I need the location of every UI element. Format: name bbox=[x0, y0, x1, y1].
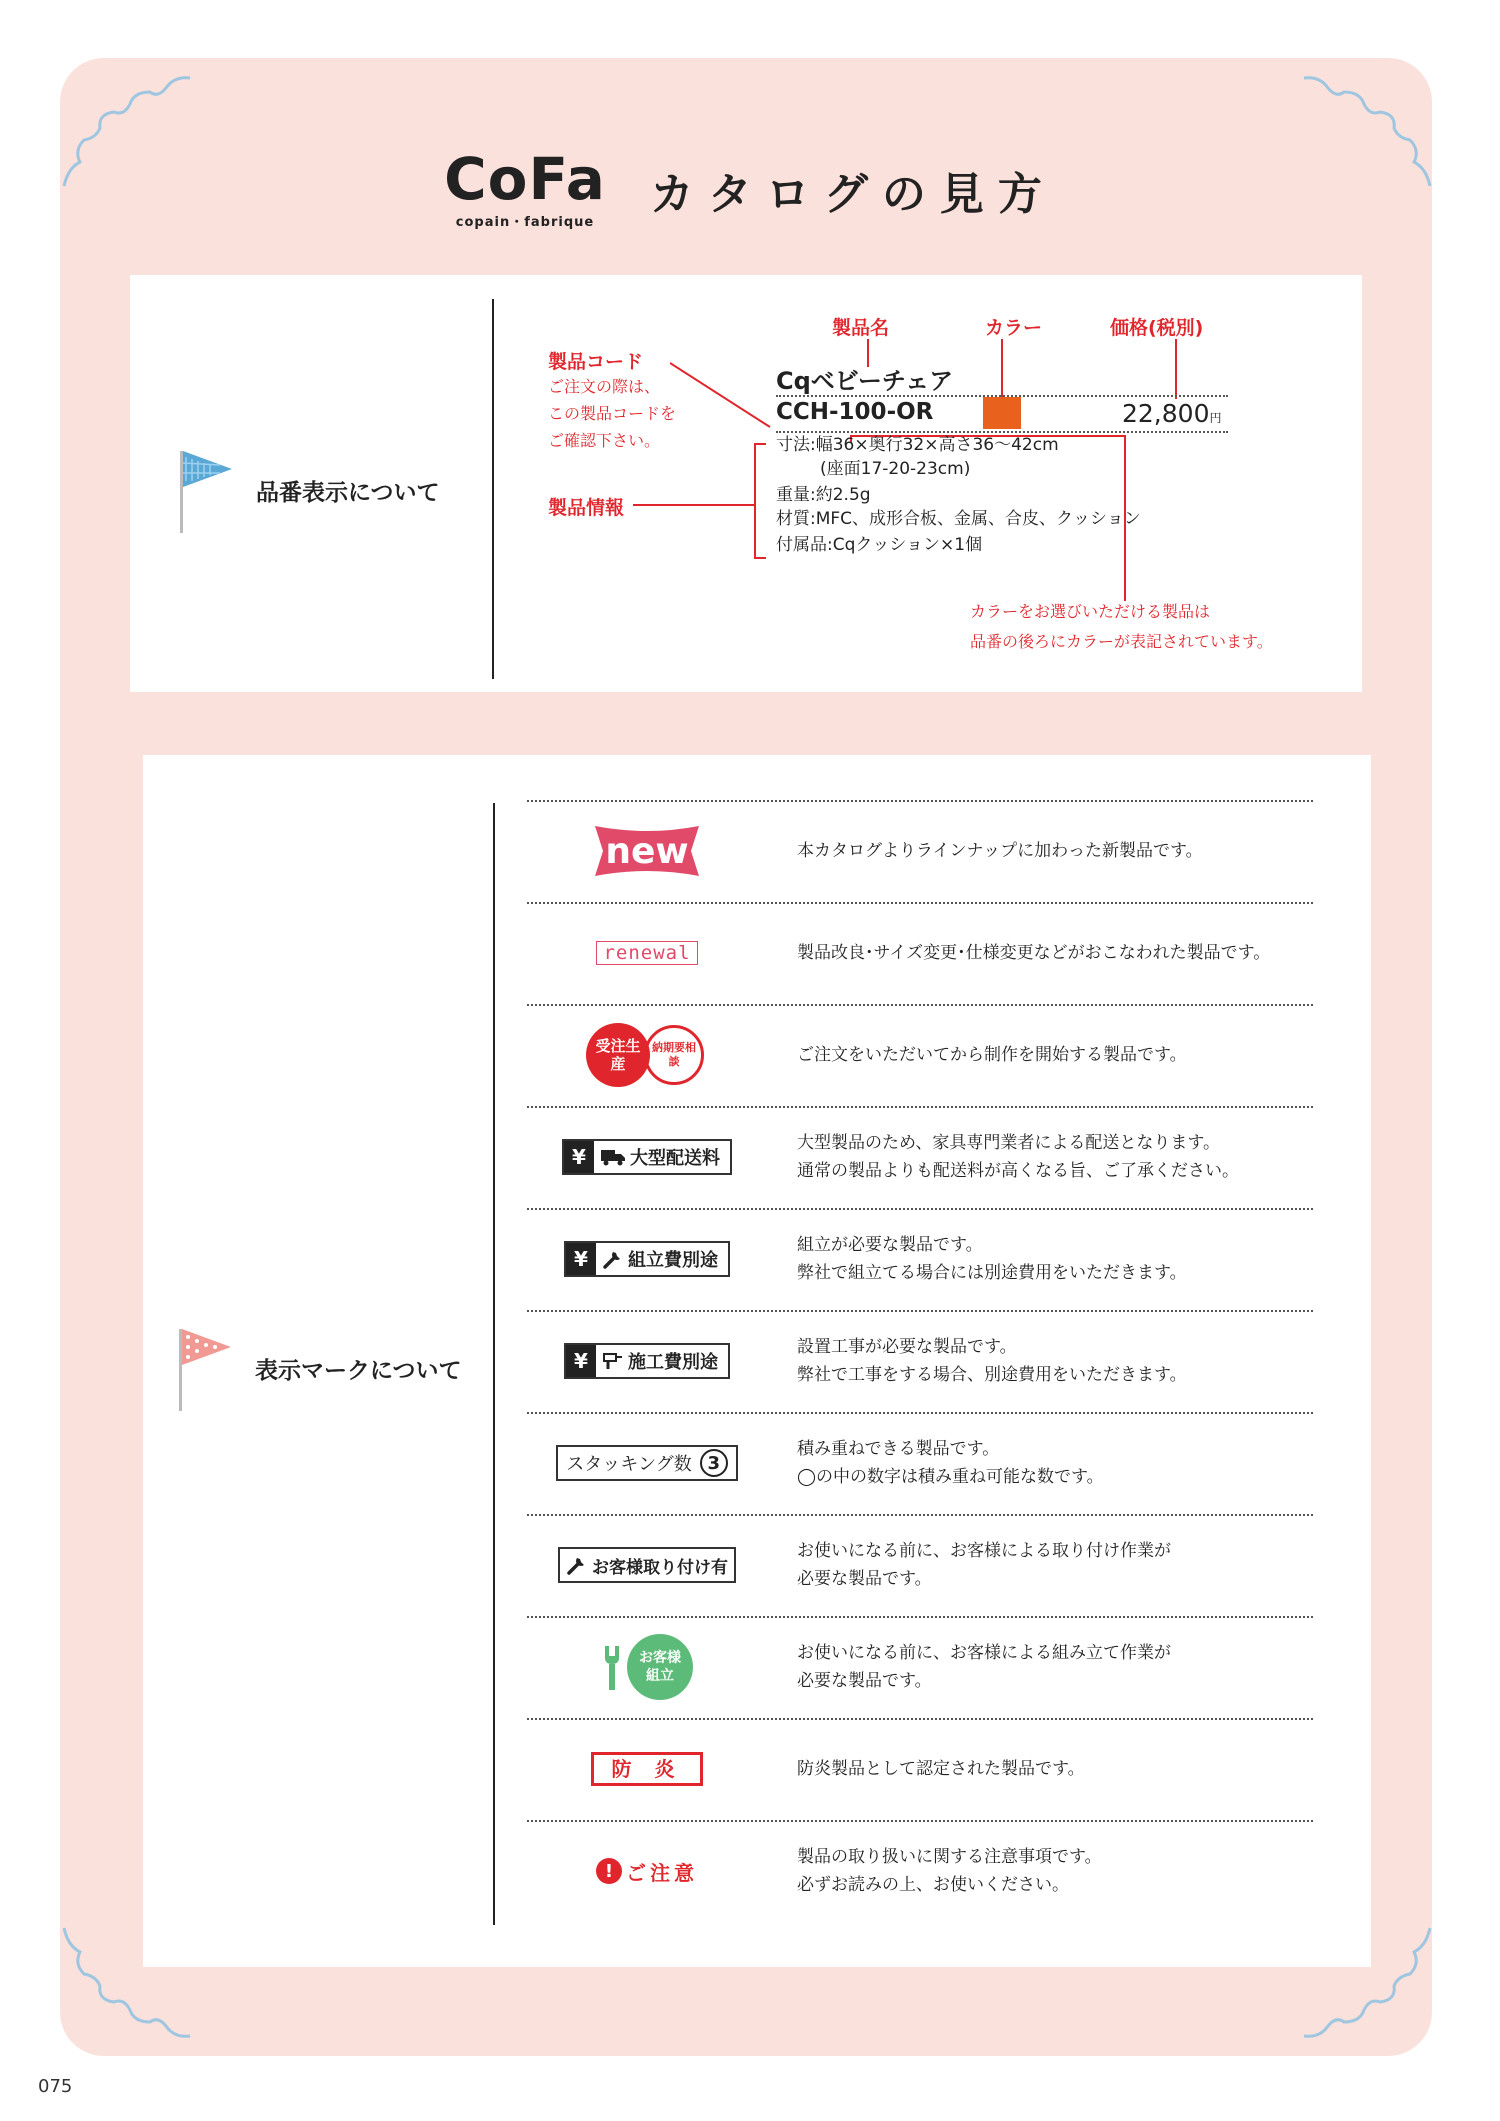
stacking-count: 3 bbox=[700, 1449, 728, 1477]
mark-desc-line: ご注文をいただいてから制作を開始する製品です。 bbox=[797, 1045, 1187, 1065]
exclamation-icon: ! bbox=[596, 1858, 622, 1884]
stacking-mark bbox=[556, 1445, 737, 1481]
mark-desc-line: お使いになる前に、お客様による取り付け作業が bbox=[797, 1541, 1171, 1561]
divider-line bbox=[492, 299, 494, 679]
mark-description bbox=[797, 1106, 1239, 1208]
product-code-panel bbox=[130, 275, 1362, 692]
delivery-consult-mark: 納期要相談 bbox=[644, 1025, 704, 1085]
callout-color: カラー bbox=[985, 317, 1043, 339]
new-text: new bbox=[605, 831, 689, 872]
divider-line bbox=[493, 803, 495, 1925]
section-label-product-code bbox=[174, 445, 440, 535]
connector-line bbox=[1001, 339, 1003, 399]
mark-description bbox=[797, 1616, 1171, 1718]
mark-desc-line: 通常の製品よりも配送料が高くなる旨、ご了承ください。 bbox=[797, 1161, 1239, 1181]
large-delivery-badge bbox=[547, 1106, 747, 1208]
info-line: 寸法:幅36×奥行32×高さ36～42cm bbox=[776, 435, 1059, 455]
section-label-text: 品番表示について bbox=[256, 479, 440, 506]
fireproof-badge bbox=[547, 1718, 747, 1820]
order-made-mark: 受注生産 bbox=[586, 1023, 650, 1087]
yen-icon: ¥ bbox=[564, 1141, 594, 1173]
callout-price: 価格(税別) bbox=[1110, 317, 1204, 339]
brand-logo bbox=[444, 145, 606, 230]
code-note-line: ご確認下さい。 bbox=[548, 431, 661, 450]
info-line: 材質:MFC、成形合板、金属、合皮、クッション bbox=[776, 509, 1141, 529]
mark-desc-line: 弊社で組立てる場合には別途費用をいただきます。 bbox=[797, 1263, 1187, 1283]
assembly-fee-mark bbox=[564, 1241, 730, 1277]
mark-row-customer-install bbox=[527, 1514, 1313, 1616]
renewal-text: renewal bbox=[596, 941, 697, 965]
info-line: 重量:約2.5g bbox=[776, 485, 871, 505]
color-note bbox=[970, 597, 1273, 657]
construction-fee-badge bbox=[547, 1310, 747, 1412]
order-made-icon bbox=[584, 1023, 710, 1087]
color-swatch bbox=[983, 397, 1021, 429]
customer-install-mark bbox=[558, 1547, 736, 1583]
mark-row-construction-fee bbox=[527, 1310, 1313, 1412]
mark-row-assembly-fee bbox=[527, 1208, 1313, 1310]
callout-product-code: 製品コード bbox=[548, 351, 644, 373]
large-delivery-fee-mark bbox=[562, 1139, 732, 1175]
info-line: 付属品:Cqクッション×1個 bbox=[776, 535, 983, 555]
mark-desc-line: 積み重ねできる製品です。 bbox=[797, 1439, 1000, 1459]
mark-description bbox=[797, 800, 1203, 902]
tool-icon bbox=[601, 1642, 623, 1692]
mark-desc-line: 設置工事が必要な製品です。 bbox=[797, 1337, 1017, 1357]
mark-description bbox=[797, 1514, 1171, 1616]
example-price bbox=[1122, 399, 1222, 428]
customer-assembly-text: お客様組立 bbox=[627, 1634, 693, 1700]
truck-icon bbox=[600, 1148, 626, 1166]
wrench-icon bbox=[566, 1554, 588, 1576]
badge-text: 施工費別途 bbox=[628, 1352, 718, 1373]
code-note bbox=[548, 373, 676, 454]
mark-row-order bbox=[527, 1004, 1313, 1106]
mark-desc-line: ◯の中の数字は積み重ね可能な数です。 bbox=[797, 1467, 1104, 1487]
renewal-badge bbox=[547, 902, 747, 1004]
assembly-fee-badge bbox=[547, 1208, 747, 1310]
connector-line bbox=[1175, 339, 1177, 399]
yen-icon: ¥ bbox=[566, 1243, 596, 1275]
fireproof-mark: 防 炎 bbox=[591, 1752, 704, 1786]
price-value: 22,800 bbox=[1122, 399, 1210, 428]
page-title: カタログの見方 bbox=[649, 169, 1056, 220]
callout-product-info: 製品情報 bbox=[548, 497, 625, 519]
color-note-line: 品番の後ろにカラーが表記されています。 bbox=[970, 632, 1273, 651]
mark-description bbox=[797, 1310, 1187, 1412]
mark-row-caution bbox=[527, 1820, 1313, 1922]
color-note-line: カラーをお選びいただける製品は bbox=[970, 602, 1211, 621]
example-product-name: Cqベビーチェア bbox=[776, 367, 954, 395]
mark-desc-line: 必ずお読みの上、お使いください。 bbox=[797, 1875, 1069, 1895]
caution-badge bbox=[547, 1820, 747, 1922]
wrench-icon bbox=[602, 1248, 624, 1270]
section-label-marks bbox=[173, 1323, 462, 1413]
customer-assembly-badge bbox=[547, 1616, 747, 1718]
mark-desc-line: 組立が必要な製品です。 bbox=[797, 1235, 983, 1255]
info-bracket bbox=[633, 504, 755, 506]
mark-description bbox=[797, 1820, 1102, 1922]
customer-install-badge bbox=[547, 1514, 747, 1616]
caution-text: ご注意 bbox=[626, 1860, 698, 1885]
page-number: 075 bbox=[38, 2076, 73, 2097]
yen-icon: ¥ bbox=[566, 1345, 596, 1377]
mark-row-customer-assembly bbox=[527, 1616, 1313, 1718]
callout-product-name: 製品名 bbox=[832, 317, 890, 339]
stacking-badge bbox=[547, 1412, 747, 1514]
badge-text: スタッキング数 bbox=[566, 1454, 692, 1475]
info-bracket bbox=[754, 443, 756, 559]
mark-desc-line: 本カタログよりラインナップに加わった新製品です。 bbox=[797, 841, 1203, 861]
mark-desc-line: 必要な製品です。 bbox=[797, 1671, 932, 1691]
info-bracket bbox=[754, 557, 766, 559]
new-badge bbox=[547, 800, 747, 902]
mark-description bbox=[797, 1718, 1085, 1820]
badge-text: 組立費別途 bbox=[628, 1250, 718, 1271]
code-note-line: この製品コードを bbox=[548, 404, 677, 423]
mark-description bbox=[797, 1412, 1104, 1514]
mark-desc-line: 大型製品のため、家具専門業者による配送となります。 bbox=[797, 1133, 1220, 1153]
header bbox=[0, 145, 1500, 230]
caution-mark bbox=[596, 1857, 698, 1886]
mark-desc-line: 必要な製品です。 bbox=[797, 1569, 932, 1589]
blue-flag-icon bbox=[174, 445, 234, 535]
mark-description bbox=[797, 1208, 1187, 1310]
customer-assembly-mark bbox=[601, 1634, 693, 1700]
mark-desc-line: お使いになる前に、お客様による組み立て作業が bbox=[797, 1643, 1171, 1663]
order-badge bbox=[547, 1004, 747, 1106]
info-bracket bbox=[754, 443, 766, 445]
mark-row-renewal bbox=[527, 902, 1313, 1004]
logo-text: CoFa bbox=[444, 145, 606, 213]
mark-row-new bbox=[527, 800, 1313, 902]
mark-row-stacking bbox=[527, 1412, 1313, 1514]
logo-subtext: copain・fabrique bbox=[455, 215, 595, 230]
mark-desc-line: 製品の取り扱いに関する注意事項です。 bbox=[797, 1847, 1102, 1867]
mark-desc-line: 製品改良･サイズ変更･仕様変更などがおこなわれた製品です。 bbox=[797, 943, 1271, 963]
price-unit: 円 bbox=[1209, 411, 1222, 425]
info-line: (座面17-20-23cm) bbox=[820, 459, 971, 479]
mark-desc-line: 防炎製品として認定された製品です。 bbox=[797, 1759, 1085, 1779]
pink-flag-icon bbox=[173, 1323, 233, 1413]
new-icon bbox=[591, 822, 703, 880]
construction-fee-mark bbox=[564, 1343, 730, 1379]
code-note-line: ご注文の際は、 bbox=[548, 377, 661, 396]
mark-row-large-delivery bbox=[527, 1106, 1313, 1208]
section-label-text: 表示マークについて bbox=[255, 1357, 462, 1384]
mark-description bbox=[797, 1004, 1187, 1106]
drill-icon bbox=[602, 1350, 624, 1372]
mark-desc-line: 弊社で工事をする場合、別途費用をいただきます。 bbox=[797, 1365, 1187, 1385]
badge-text: お客様取り付け有 bbox=[592, 1557, 728, 1578]
mark-row-fireproof bbox=[527, 1718, 1313, 1820]
example-product-code: CCH-100-OR bbox=[776, 399, 934, 425]
mark-description bbox=[797, 902, 1270, 1004]
badge-text: 大型配送料 bbox=[630, 1148, 720, 1169]
